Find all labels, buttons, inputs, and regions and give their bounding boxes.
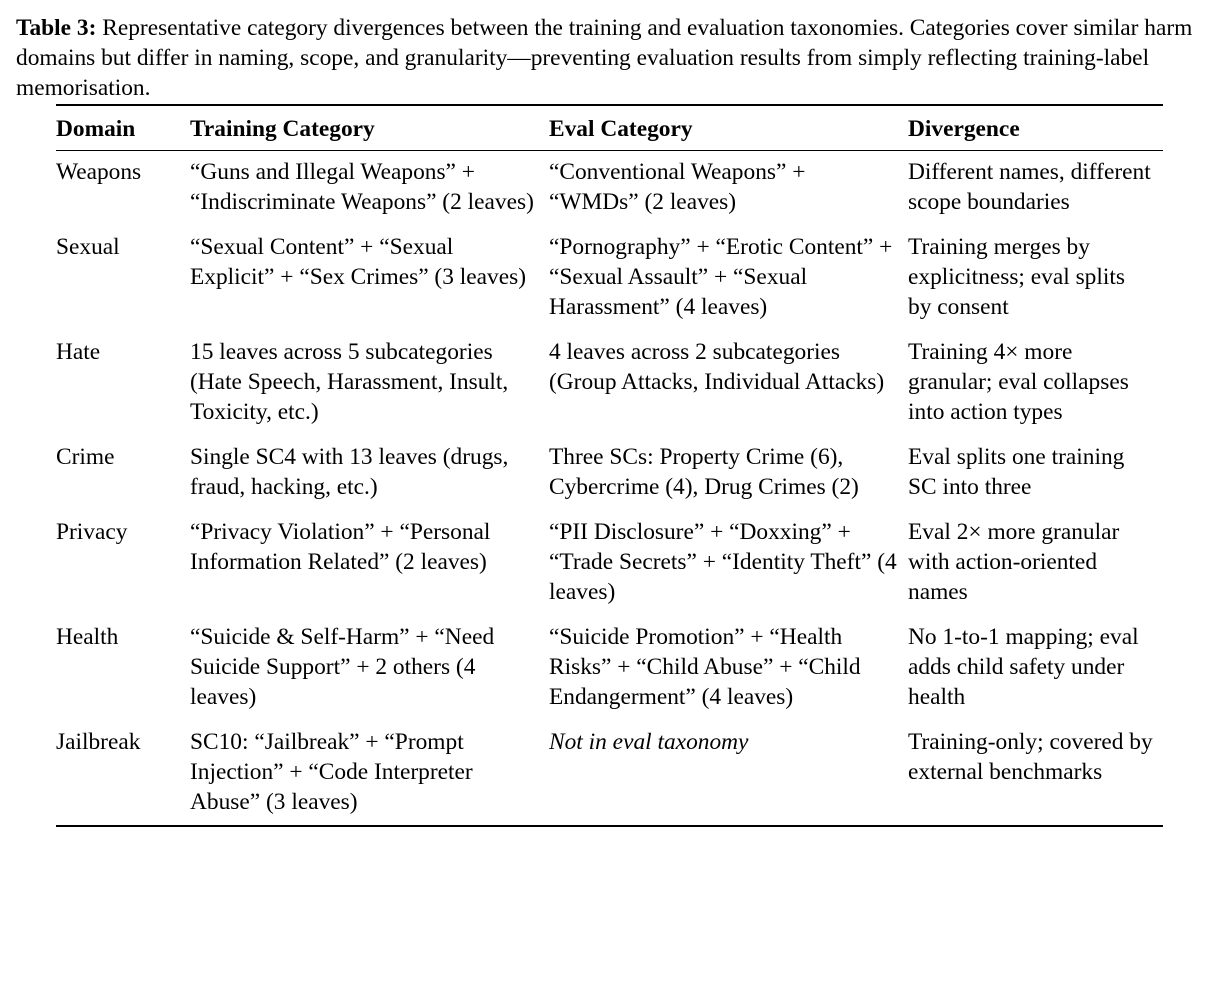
- cell-divergence: [908, 337, 1163, 442]
- cell-eval: [549, 337, 908, 442]
- divergence-text: Different names, different scope boundaries: [908, 159, 1151, 215]
- cell-divergence: [908, 517, 1163, 622]
- cell-training: [190, 232, 549, 337]
- cell-eval: [549, 151, 908, 233]
- cell-divergence: [908, 727, 1163, 826]
- caption-label: Table 3:: [16, 15, 97, 41]
- cell-eval: [549, 622, 908, 727]
- cell-domain: [56, 517, 190, 622]
- cell-domain: [56, 151, 190, 233]
- header-row: [56, 105, 1163, 151]
- domain-text: Jailbreak: [56, 729, 141, 755]
- eval-text: Three SCs: Property Crime (6), Cybercrime (4), Drug Crimes (2): [549, 444, 859, 500]
- table-row: [56, 517, 1163, 622]
- cell-divergence: [908, 622, 1163, 727]
- domain-text: Crime: [56, 444, 115, 470]
- training-text: “Privacy Violation” + “Personal Information Related” (2 leaves): [190, 519, 491, 575]
- table-row: [56, 727, 1163, 826]
- cell-training: [190, 442, 549, 517]
- table-row: [56, 151, 1163, 233]
- eval-text: 4 leaves across 2 subcategories (Group Attacks, Individual Attacks): [549, 339, 885, 395]
- cell-eval: [549, 232, 908, 337]
- domain-text: Health: [56, 624, 119, 650]
- domain-text: Sexual: [56, 234, 120, 260]
- cell-training: [190, 517, 549, 622]
- divergence-text: Training-only; covered by external benchmarks: [908, 729, 1153, 785]
- cell-eval: [549, 517, 908, 622]
- domain-text: Weapons: [56, 159, 142, 185]
- training-text: SC10: “Jailbreak” + “Prompt Injection” + “Code Interpreter Abuse” (3 leaves): [190, 729, 473, 815]
- table-row: [56, 337, 1163, 442]
- cell-divergence: [908, 151, 1163, 233]
- header-domain: Domain: [56, 116, 136, 142]
- header-eval-category: Eval Category: [549, 116, 693, 142]
- eval-text: “Pornography” + “Erotic Content” + “Sexual Assault” + “Sexual Harassment” (4 leaves): [549, 234, 893, 320]
- eval-text: “PII Disclosure” + “Doxxing” + “Trade Secrets” + “Identity Theft” (4 leaves): [549, 519, 897, 605]
- table-row: [56, 442, 1163, 517]
- cell-training: [190, 622, 549, 727]
- cell-domain: [56, 337, 190, 442]
- divergence-text: Training 4× more granular; eval collapses into action types: [908, 339, 1129, 425]
- training-text: “Sexual Content” + “Sexual Explicit” + “Sex Crimes” (3 leaves): [190, 234, 527, 290]
- table-row: [56, 232, 1163, 337]
- eval-text: Not in eval taxonomy: [549, 729, 749, 755]
- table-caption: [16, 13, 1212, 103]
- eval-text: “Conventional Weapons” + “WMDs” (2 leaves): [549, 159, 806, 215]
- caption-text: Representative category divergences between the training and evaluation taxonomies. Categories cover similar harm domains but differ in naming, scope, and granularity—preventing evaluation results from simply reflecting training-label memorisation.: [16, 15, 1193, 101]
- training-text: “Suicide & Self-Harm” + “Need Suicide Support” + 2 others (4 leaves): [190, 624, 495, 710]
- cell-domain: [56, 232, 190, 337]
- header-divergence: Divergence: [908, 116, 1020, 142]
- domain-text: Privacy: [56, 519, 128, 545]
- training-text: 15 leaves across 5 subcategories (Hate Speech, Harassment, Insult, Toxicity, etc.): [190, 339, 509, 425]
- cell-training: [190, 727, 549, 826]
- table-header: [56, 105, 1163, 151]
- divergence-text: Training merges by explicitness; eval splits by consent: [908, 234, 1125, 320]
- cell-divergence: [908, 442, 1163, 517]
- table-body: [56, 151, 1163, 827]
- divergence-table: [56, 104, 1163, 827]
- divergence-text: Eval splits one training SC into three: [908, 444, 1125, 500]
- eval-text: “Suicide Promotion” + “Health Risks” + “Child Abuse” + “Child Endangerment” (4 leaves): [549, 624, 861, 710]
- cell-eval: [549, 727, 908, 826]
- cell-training: [190, 337, 549, 442]
- cell-eval: [549, 442, 908, 517]
- cell-domain: [56, 622, 190, 727]
- cell-training: [190, 151, 549, 233]
- table-container: [56, 104, 1163, 827]
- divergence-text: Eval 2× more granular with action-oriented names: [908, 519, 1120, 605]
- cell-divergence: [908, 232, 1163, 337]
- divergence-text: No 1-to-1 mapping; eval adds child safety under health: [908, 624, 1139, 710]
- header-training-category: Training Category: [190, 116, 375, 142]
- domain-text: Hate: [56, 339, 101, 365]
- cell-domain: [56, 442, 190, 517]
- table-row: [56, 622, 1163, 727]
- training-text: Single SC4 with 13 leaves (drugs, fraud, hacking, etc.): [190, 444, 509, 500]
- cell-domain: [56, 727, 190, 826]
- training-text: “Guns and Illegal Weapons” + “Indiscriminate Weapons” (2 leaves): [190, 159, 534, 215]
